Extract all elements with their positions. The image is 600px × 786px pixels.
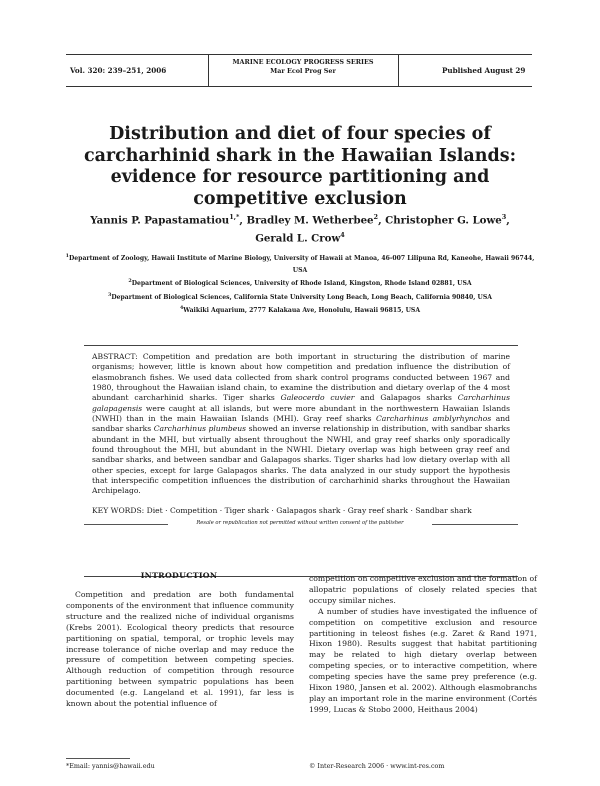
resale-notice: Resale or republication not permitted without written consent of the publisher xyxy=(196,520,404,526)
author-list: Yannis P. Papastamatiou$^{1,*}$, Bradley M. Wetherbee$^2$, Christopher G. Lowe$^3$, Gerald L. Crow$^4$ xyxy=(90,213,510,245)
species-name: Carcharhinus amblyrhynchos xyxy=(375,414,492,424)
affiliation: $^4$Waikiki Aquarium, 2777 Kalakaua Ave, Honolulu, Hawaii 96815, USA xyxy=(179,305,421,315)
author-name: Bradley M. Wetherbee xyxy=(246,214,374,227)
journal-full-name: MARINE ECOLOGY PROGRESS SERIES xyxy=(232,58,374,66)
header-separator xyxy=(398,54,399,86)
volume-info: Vol. 320: 239–251, 2006 xyxy=(70,66,167,75)
left-column xyxy=(66,590,294,710)
paragraph: Competition and predation are both fundamental components of the environment that influence community structure and the realized niche of individual organisms (Krebs 2001). Ecological theory predicts that resource partitioning on spatial, temporal, or trophic levels may increase tolerance of niche overlap and may reduce the pressure of competition between competing species. Although reduction of competition through resource partitioning between sympatric populations has been documented (e.g. Langeland et al. 1991), far less is known about the potential influence of xyxy=(66,590,294,709)
right-column xyxy=(309,574,537,716)
author-affiliation-mark: 3 xyxy=(501,213,507,221)
species-name: Galeocerdo cuvier xyxy=(280,393,355,403)
section-heading: INTRODUCTION xyxy=(140,571,218,580)
resale-rule xyxy=(432,524,518,525)
paragraph: A number of studies have investigated the influence of competition on competitive exclusion and resource partitioning in teleost fishes (e.g. Zaret & Rand 1971, Hixon 1980). Results suggest that habitat partitioning may be related to high dietary overlap between competing species, or to interactive competition, where competing species have the same prey preference (e.g. Hixon 1980, Jansen et al. 2002). Although elasmobranchs play an important role in the marine environment (Cortés 1999, Lucas & Stobo 2000, Heithaus 2004) xyxy=(309,606,537,714)
keywords-label: KEY WORDS: xyxy=(92,506,145,515)
affiliation: $^2$Department of Biological Sciences, University of Rhode Island, Kingston, Rhode Island 02881, USA xyxy=(128,278,472,288)
author-name: Yannis P. Papastamatiou xyxy=(90,214,230,227)
author-affiliation-mark: 2 xyxy=(373,213,379,221)
affiliation: $^3$Department of Biological Sciences, California State University Long Beach, Long Beach, California 90840, USA xyxy=(108,291,492,301)
paper-title: Distribution and diet of four species of carcharhinid shark in the Hawaiian Islands: evidence for resource partitioning and competitive exclusion xyxy=(83,124,517,209)
journal-name xyxy=(218,58,388,76)
footnote-rule xyxy=(66,758,130,759)
header-bottom-rule xyxy=(66,86,532,87)
author-name: Gerald L. Crow xyxy=(255,232,341,245)
header-separator xyxy=(208,54,209,86)
abstract: ABSTRACT: Competition and predation are both important in structuring the distribution of marine organisms; however, little is known about how competition and predation influence the distribution of elasmobranch fishes. We used data collected from shark control programs conducted between 1967 and 1980, throughout the Hawaiian island chain, to examine the distribution and dietary overlap of the 4 most abundant carcharhinid sharks. Tiger sharks Galeocerdo cuvier and Galapagos sharks Carcharhinus galapagensis were caught at all islands, but were more abundant in the northwestern Hawaiian Islands (NWHI) than in the main Hawaiian Islands (MHI). Gray reef sharks Carcharhinus amblyrhynchos and sandbar sharks Carcharhinus plumbeus showed an inverse relationship in distribution, with sandbar sharks abundant in the MHI, but virtually absent throughout the NWHI, and gray reef sharks only sporadically found throughout the MHI, but abundant in the NWHI. Dietary overlap was high between gray reef and sandbar sharks, and between sandbar and Galapagos sharks. Tiger sharks had low dietary overlap with all other species, except for large Galapagos sharks. The data analyzed in our study support the hypothesis that interspecific competition influences the distribution of carcharhinid sharks throughout the Hawaiian Archipelago. xyxy=(92,352,510,496)
author-affiliation-mark: 4 xyxy=(340,231,345,240)
journal-abbrev: Mar Ecol Prog Ser xyxy=(270,67,336,75)
paragraph: competition on competitive exclusion and the formation of allopatric populations of closely related species that occupy similar niches. xyxy=(309,574,537,605)
affiliation: $^1$Department of Zoology, Hawaii Institute of Marine Biology, University of Hawaii at Manoa, 46-007 Lilipuna Rd, Kaneohe, Hawaii 96744, USA xyxy=(65,253,535,274)
copyright-notice: © Inter-Research 2006 · www.int-res.com xyxy=(309,762,445,770)
header-top-rule xyxy=(66,54,532,55)
resale-rule xyxy=(84,524,168,525)
affiliation-list xyxy=(60,251,540,317)
publication-date: Published August 29 xyxy=(442,66,526,75)
corresponding-email: *Email: yannis@hawaii.edu xyxy=(66,762,155,770)
species-name: Carcharhinus plumbeus xyxy=(153,424,247,434)
abstract-label: ABSTRACT: xyxy=(92,352,138,361)
keywords: KEY WORDS: Diet · Competition · Tiger shark · Galapagos shark · Gray reef shark · Sandbar shark xyxy=(92,506,472,515)
species-name: Carcharhinus galapagensis xyxy=(92,393,510,413)
author-name: Christopher G. Lowe xyxy=(385,214,502,227)
author-affiliation-mark: 1,* xyxy=(229,213,240,221)
